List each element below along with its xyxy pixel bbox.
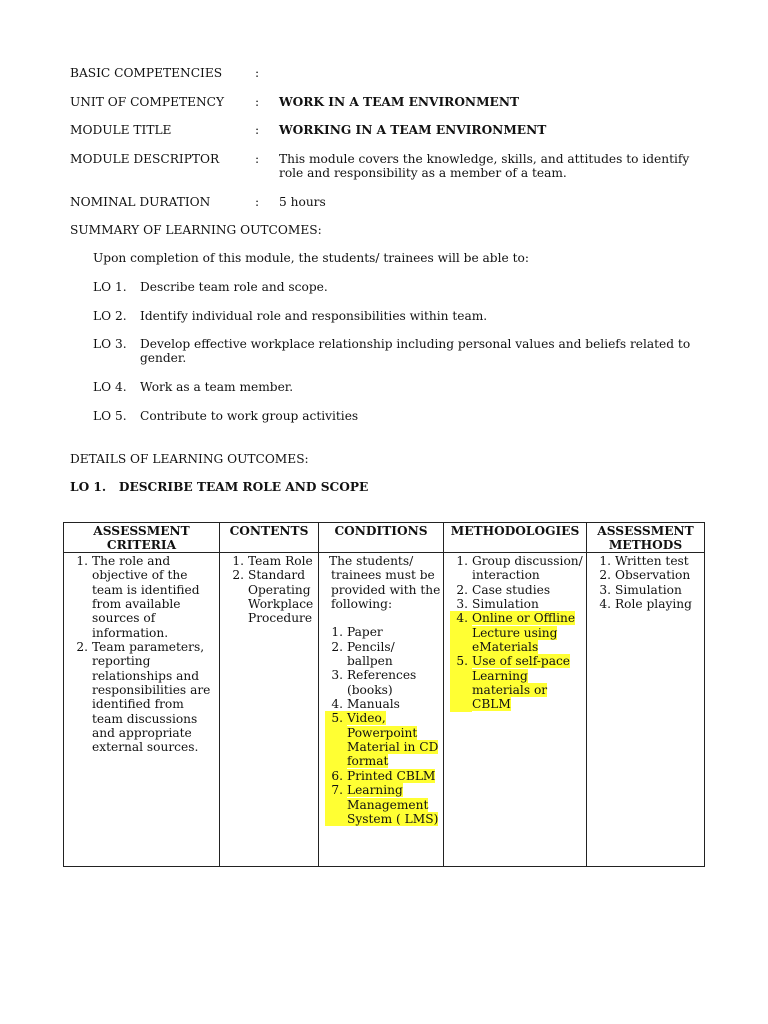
summary-heading: SUMMARY OF LEARNING OUTCOMES: <box>70 223 322 237</box>
module-title-value: WORKING IN A TEAM ENVIRONMENT <box>279 123 547 137</box>
list-item: 1. The role and objective of the team is identified from available sources of information. <box>76 554 200 640</box>
colon: : <box>255 195 260 209</box>
table-header-row <box>64 523 705 553</box>
header-assessment-methods: ASSESSMENT METHODS <box>587 523 705 553</box>
header-methodologies: METHODOLOGIES <box>444 523 587 553</box>
module-title-label: MODULE TITLE <box>70 123 172 137</box>
lo-number: LO 3. <box>93 337 127 351</box>
lo-text: Work as a team member. <box>140 380 294 394</box>
lo-text: Identify individual role and responsibilities within team. <box>140 309 488 323</box>
lo-text: Develop effective workplace relationship including personal values and beliefs related to gender. <box>140 337 691 365</box>
header-assessment-criteria: ASSESSMENT CRITERIA <box>64 523 220 553</box>
module-descriptor-value: This module covers the knowledge, skills, and attitudes to identify role and responsibility as a member of a team. <box>279 152 690 180</box>
assessment-methods-cell <box>587 553 705 867</box>
list-item: 4. Manuals <box>331 697 400 712</box>
list-item: 1. Written test <box>599 554 689 568</box>
header-conditions: CONDITIONS <box>319 523 444 553</box>
colon: : <box>255 66 260 80</box>
lo-number: LO 4. <box>93 380 127 394</box>
module-descriptor-label: MODULE DESCRIPTOR <box>70 152 220 166</box>
list-item: 2. Observation <box>599 568 691 583</box>
methodologies-cell <box>444 553 587 867</box>
learning-outcome-table <box>63 522 705 867</box>
list-item: 1. Paper <box>331 625 383 640</box>
unit-of-competency-value: WORK IN A TEAM ENVIRONMENT <box>279 95 520 109</box>
nominal-duration-value: 5 hours <box>279 195 326 209</box>
list-item: 2. Case studies <box>456 582 551 597</box>
colon: : <box>255 123 260 137</box>
list-item: 2. Standard Operating Workplace Procedure <box>232 568 314 626</box>
nominal-duration-label: NOMINAL DURATION <box>70 195 211 209</box>
highlighted-list-item: 6. Printed CBLM <box>325 769 441 783</box>
contents-cell <box>220 553 319 867</box>
highlighted-list-item: 4. Online or Offline Lecture using eMaterials <box>450 611 584 654</box>
list-item: 1. Group discussion/ interaction <box>456 554 583 583</box>
unit-of-competency-label: UNIT OF COMPETENCY <box>70 95 225 109</box>
lo1-heading: LO 1. DESCRIBE TEAM ROLE AND SCOPE <box>70 480 369 494</box>
highlighted-list-item: 5. Use of self-pace Learning materials or CBLM <box>450 654 584 711</box>
colon: : <box>255 152 260 166</box>
criteria-cell <box>64 553 220 867</box>
list-item: 3. Simulation <box>456 597 539 612</box>
lo-number: LO 2. <box>93 309 127 323</box>
basic-competencies-label: BASIC COMPETENCIES <box>70 66 223 80</box>
conditions-intro: The students/ trainees must be provided with the following: <box>329 554 441 612</box>
lo-text: Describe team role and scope. <box>140 280 328 294</box>
conditions-cell <box>319 553 444 867</box>
list-item: 3. References (books) <box>331 668 417 697</box>
intro-text: Upon completion of this module, the students/ trainees will be able to: <box>93 251 529 265</box>
lo-text: Contribute to work group activities <box>140 409 359 423</box>
details-heading: DETAILS OF LEARNING OUTCOMES: <box>70 452 309 466</box>
highlighted-list-item: 7. Learning Management System ( LMS) <box>325 783 441 826</box>
header-contents: CONTENTS <box>220 523 319 553</box>
lo-number: LO 1. <box>93 280 127 294</box>
list-item: 4. Role playing <box>599 597 692 612</box>
lo-number: LO 5. <box>93 409 127 423</box>
list-item: 3. Simulation <box>599 582 682 597</box>
list-item: 1. Team Role <box>232 554 313 568</box>
highlighted-list-item: 5. Video, Powerpoint Material in CD format <box>325 711 441 768</box>
table-row <box>64 553 705 867</box>
colon: : <box>255 95 260 109</box>
list-item: 2. Pencils/ ballpen <box>331 639 395 669</box>
list-item: 2. Team parameters, reporting relationships and responsibilities are identified from team discussions and appropriate external sources. <box>76 640 211 755</box>
